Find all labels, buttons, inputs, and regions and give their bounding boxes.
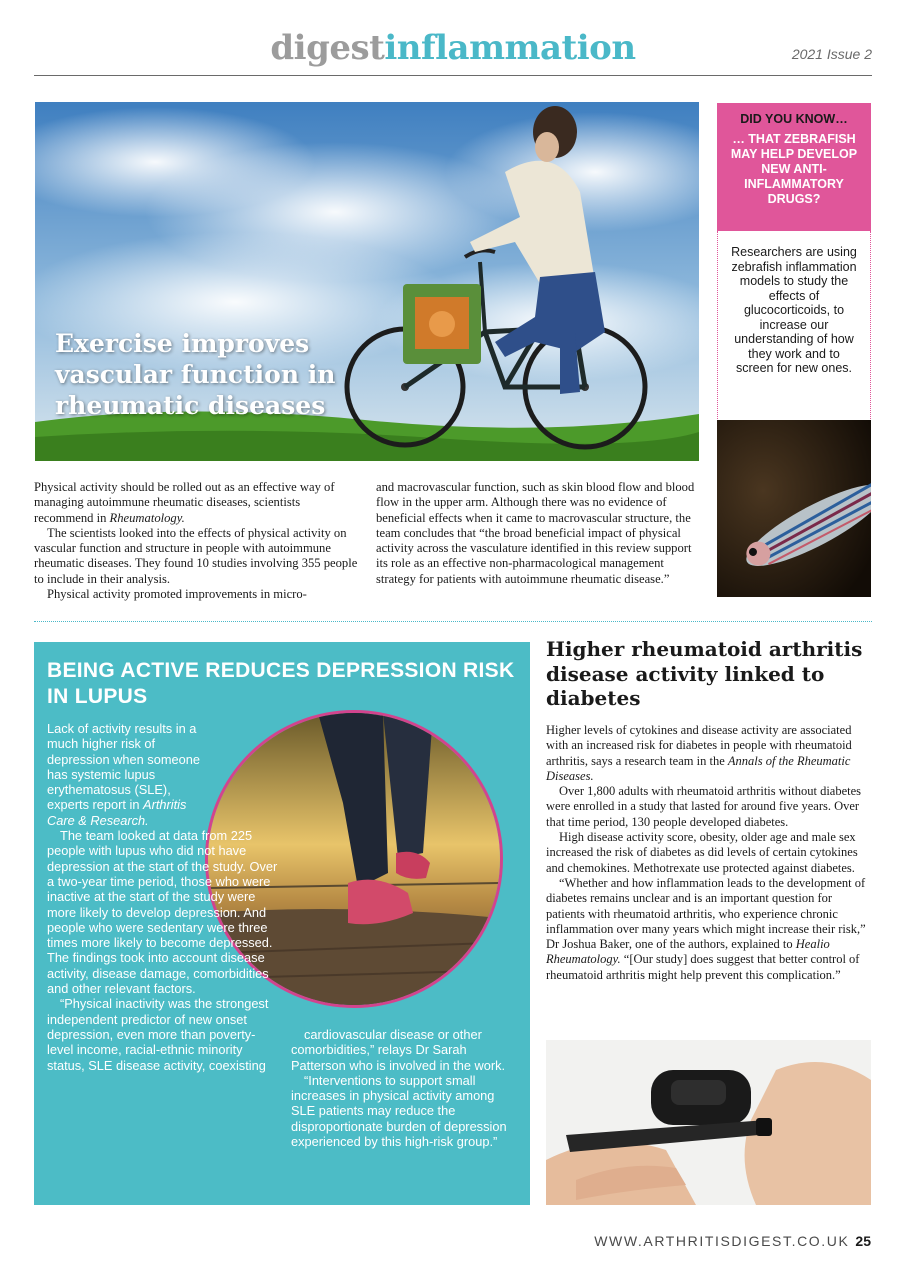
hero-photo-cyclist bbox=[35, 102, 699, 461]
glucose-meter-photo bbox=[546, 1040, 871, 1205]
journal-name: Annals of the Rheumatic Diseases. bbox=[546, 753, 851, 783]
exercise-paragraph-3: Physical activity promoted improvements in micro- bbox=[47, 587, 307, 602]
masthead bbox=[34, 28, 872, 76]
diabetes-paragraph-2: Over 1,800 adults with rheumatoid arthritis without diabetes were enrolled in a study that lasted for around five years. Over that time period, 130 people developed diabetes. bbox=[546, 784, 862, 829]
exercise-paragraph-1: Physical activity should be rolled out as an effective way of managing autoimmune rheumatic diseases, scientists recommend in Rheumatology. bbox=[34, 480, 335, 525]
hero-headline: Exercise improves vascular function in rheumatic diseases bbox=[55, 329, 336, 420]
journal-name: Rheumatology. bbox=[109, 510, 185, 525]
lupus-column-2 bbox=[291, 1027, 513, 1149]
did-you-know-heading: DID YOU KNOW… bbox=[740, 112, 848, 126]
lupus-paragraph-1: Lack of activity results in a much higher risk of depression when someone has systemic lupus erythematosus (SLE), experts report in Arthritis Care & Research. bbox=[47, 721, 200, 828]
exercise-article-column-1 bbox=[34, 480, 359, 602]
lupus-column-1 bbox=[47, 721, 279, 1073]
lupus-paragraph-5: “Interventions to support small increases in physical activity among SLE patients may reduce the disproportionate burden of depression experienced by this high-risk group.” bbox=[291, 1072, 507, 1150]
did-you-know-question: … THAT ZEBRAFISH MAY HELP DEVELOP NEW ANTI-INFLAMMATORY DRUGS? bbox=[730, 132, 858, 206]
lupus-headline: BEING ACTIVE REDUCES DEPRESSION RISK IN LUPUS bbox=[47, 659, 515, 708]
did-you-know-box bbox=[717, 103, 871, 231]
page-footer bbox=[594, 1233, 871, 1249]
diabetes-paragraph-4: “Whether and how inflammation leads to the development of diabetes remains unclear and is an important question for patients with rheumatoid arthritis, who experience chronic inflammation over many years which might increase their risk,” Dr Joshua Baker, one of the authors, explained to Healio Rheumatology. “[Our study] does suggest that better control of rheumatoid arthritis might help prevent this complication.” bbox=[546, 875, 866, 982]
page-number: 25 bbox=[855, 1233, 871, 1249]
lupus-paragraph-2: The team looked at data from 225 people with lupus who did not have depression at the start of the study. Over a two-year time period, those who were inactive at the start of the study were more likely to develop depression. And people who were sedentary were three times more likely to become depressed. The findings took into account disease activity, disease damage, comorbidities and other relevant factors. bbox=[47, 828, 278, 997]
diabetes-paragraph-3: High disease activity score, obesity, older age and male sex increased the risk of diabetes as did levels of certain cytokines and chemokines. Methotrexate use protected against diabetes. bbox=[546, 830, 858, 875]
lupus-paragraph-4: cardiovascular disease or other comorbidities,” relays Dr Sarah Patterson who is involved in the work. bbox=[291, 1027, 506, 1073]
section-divider bbox=[34, 621, 872, 622]
diabetes-paragraph-1: Higher levels of cytokines and disease activity are associated with an increased risk for diabetes in people with rheumatoid arthritis, says a research team in the Annals of the Rheumatic Diseases. bbox=[546, 723, 852, 783]
magazine-brand: digestinflammation bbox=[270, 28, 636, 68]
lupus-article-panel bbox=[34, 642, 530, 1205]
diabetes-headline: Higher rheumatoid arthritis disease activity linked to diabetes bbox=[546, 637, 863, 710]
journal-name: Healio Rheumatology. bbox=[546, 937, 830, 967]
lupus-paragraph-3: “Physical inactivity was the strongest independent predictor of new onset depression, even more than poverty-level income, racial-ethnic minority status, SLE disease activity, coexisting bbox=[47, 996, 269, 1073]
exercise-paragraph-4: and macrovascular function, such as skin blood flow and blood flow in the upper arm. Although there was no evidence of beneficial effects when it came to macrovascular structure, the team concludes that “the broad beneficial impact of physical activity across the vasculature identified in this review support its role as an effective non-pharmacological management strategy for patients with autoimmune rheumatic disease.” bbox=[376, 480, 695, 586]
website-url: WWW.ARTHRITISDIGEST.CO.UK bbox=[594, 1233, 850, 1249]
exercise-paragraph-2: The scientists looked into the effects of physical activity on vascular function and structure in people with autoimmune rheumatic diseases. They found 10 studies involving 355 people to include in their analysis. bbox=[34, 525, 358, 586]
zebrafish-photo bbox=[717, 420, 871, 597]
diabetes-article-body bbox=[546, 723, 871, 983]
journal-name: Arthritis Care & Research. bbox=[47, 797, 187, 828]
issue-label: 2021 Issue 2 bbox=[791, 46, 872, 62]
exercise-article-column-2 bbox=[376, 480, 700, 587]
did-you-know-text: Researchers are using zebrafish inflammation models to study the effects of glucocorticoids, to increase our understanding of how they work and to screen for new ones. bbox=[717, 231, 871, 419]
